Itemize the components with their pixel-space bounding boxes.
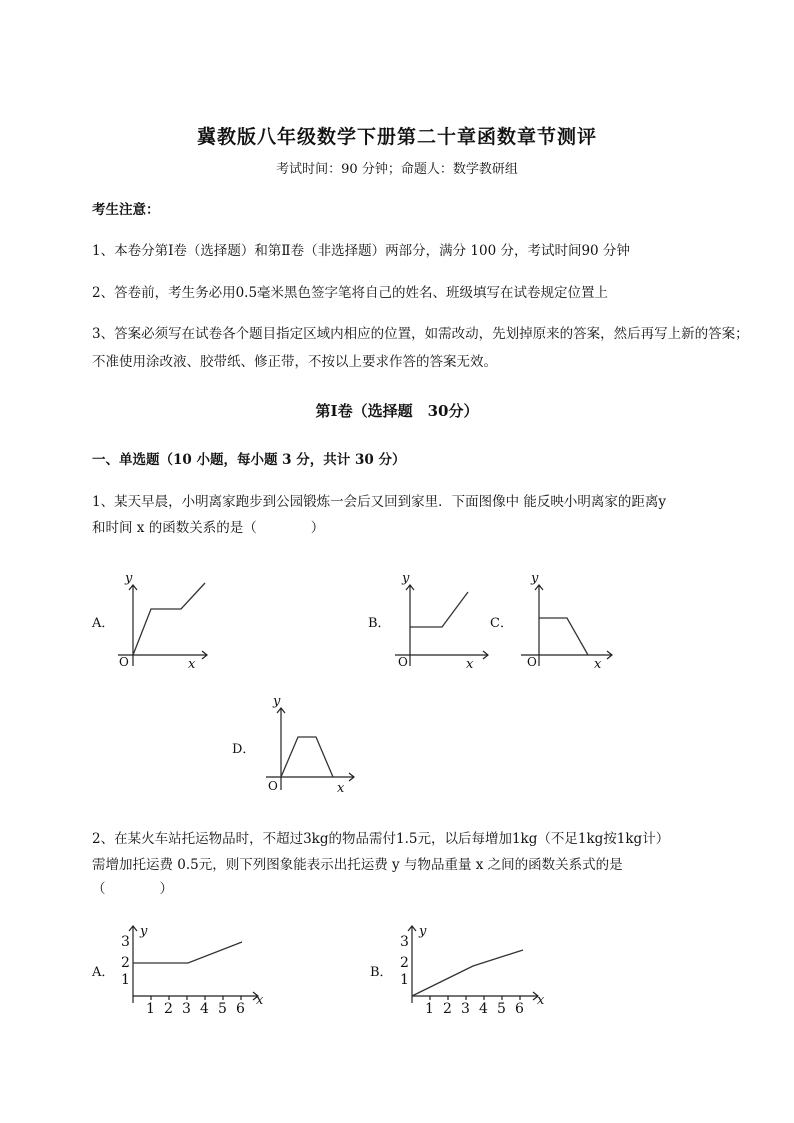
y-tick-label: 3 [121, 934, 130, 950]
x-tick-label: 2 [164, 1001, 173, 1017]
exam-info: 考试时间：90 分钟；命题人：数学教研组 [276, 162, 518, 177]
x-tick-label: 6 [515, 1001, 524, 1017]
q2-text-line2: 需增加托运费 0.5元，则下列图象能表示出托运费 y 与物品重量 x 之间的函数关系式的是 [92, 857, 623, 873]
q1-b-curve [410, 592, 468, 627]
q1-d-curve [281, 737, 333, 777]
y-tick-label: 1 [400, 972, 409, 988]
q1-graph-d [266, 694, 354, 796]
origin-label: O [268, 779, 278, 793]
q2-a-curve [133, 942, 242, 963]
x-tick-label: 6 [236, 1001, 245, 1017]
notice-heading: 考生注意： [92, 202, 160, 218]
x-tick-label: 1 [146, 1001, 155, 1017]
axis-label-y: y [273, 694, 281, 709]
q2-option-b-label: B． [370, 965, 393, 980]
axis-label-y: y [419, 924, 427, 939]
x-tick-label: 2 [443, 1001, 452, 1017]
q2-b-curve [412, 950, 523, 996]
q2-text-line1: 2、在某火车站托运物品时，不超过3kg的物品需付1.5元，以后每增加1kg（不足1kg按1kg计） [92, 831, 670, 847]
notice-item-1: 1、本卷分第Ⅰ卷（选择题）和第Ⅱ卷（非选择题）两部分，满分 100 分，考试时间90 分钟 [92, 243, 630, 259]
x-tick-label: 5 [497, 1001, 506, 1017]
q2-graph-a [121, 924, 264, 1017]
section-title: 第Ⅰ卷（选择题 30分） [315, 402, 479, 420]
x-tick-label: 4 [200, 1001, 209, 1017]
q1-option-b-label: B． [368, 616, 391, 631]
x-tick-label: 1 [425, 1001, 434, 1017]
q1-graph-c [521, 571, 612, 672]
q2-option-a-label: A． [92, 965, 115, 980]
origin-label: O [527, 655, 537, 669]
q1-option-d-label: D． [232, 742, 256, 757]
q1-graph-a [118, 571, 207, 672]
q2-text-line3: （ ） [92, 881, 173, 897]
axis-label-y: y [140, 924, 148, 939]
q1-a-curve [133, 583, 205, 655]
q1-graph-b [395, 571, 488, 672]
page-title: 冀教版八年级数学下册第二十章函数章节测评 [196, 126, 597, 148]
q2-graph-b [400, 924, 545, 1017]
axis-label-y: y [125, 571, 133, 586]
y-tick-label: 2 [121, 955, 130, 971]
origin-label: O [119, 655, 129, 669]
axis-label-x: x [594, 657, 602, 672]
axis-label-x: x [256, 993, 264, 1008]
x-tick-label: 4 [479, 1001, 488, 1017]
axis-label-x: x [337, 781, 345, 796]
q1-c-curve [539, 618, 588, 655]
x-tick-label: 3 [461, 1001, 470, 1017]
axis-label-x: x [188, 657, 196, 672]
x-tick-label: 3 [182, 1001, 191, 1017]
axis-label-x: x [537, 993, 545, 1008]
notice-item-3: 3、答案必须写在试卷各个题目指定区域内相应的位置，如需改动，先划掉原来的答案，然后再写上新的答案；不准使用涂改液、胶带纸、修正带，不按以上要求作答的答案无效。 [92, 326, 749, 370]
y-tick-label: 1 [121, 972, 130, 988]
notice-item-2: 2、答卷前，考生务必用0.5毫米黑色签字笔将自己的姓名、班级填写在试卷规定位置上 [92, 285, 609, 301]
y-tick-label: 3 [400, 934, 409, 950]
y-tick-label: 2 [400, 955, 409, 971]
x-tick-label: 5 [218, 1001, 227, 1017]
q1-text-line1: 1、某天早晨，小明离家跑步到公园锻炼一会后又回到家里．下面图像中 能反映小明离家的距离y [92, 494, 667, 510]
origin-label: O [398, 655, 408, 669]
q1-option-a-label: A． [92, 616, 115, 631]
q1-option-c-label: C． [490, 616, 513, 631]
axis-label-x: x [466, 657, 474, 672]
part-title: 一、单选题（10 小题，每小题 3 分，共计 30 分） [92, 452, 406, 468]
axis-label-y: y [531, 571, 539, 586]
axis-label-y: y [402, 571, 410, 586]
q1-text-line2: 和时间 x 的函数关系的是（ ） [92, 520, 325, 536]
